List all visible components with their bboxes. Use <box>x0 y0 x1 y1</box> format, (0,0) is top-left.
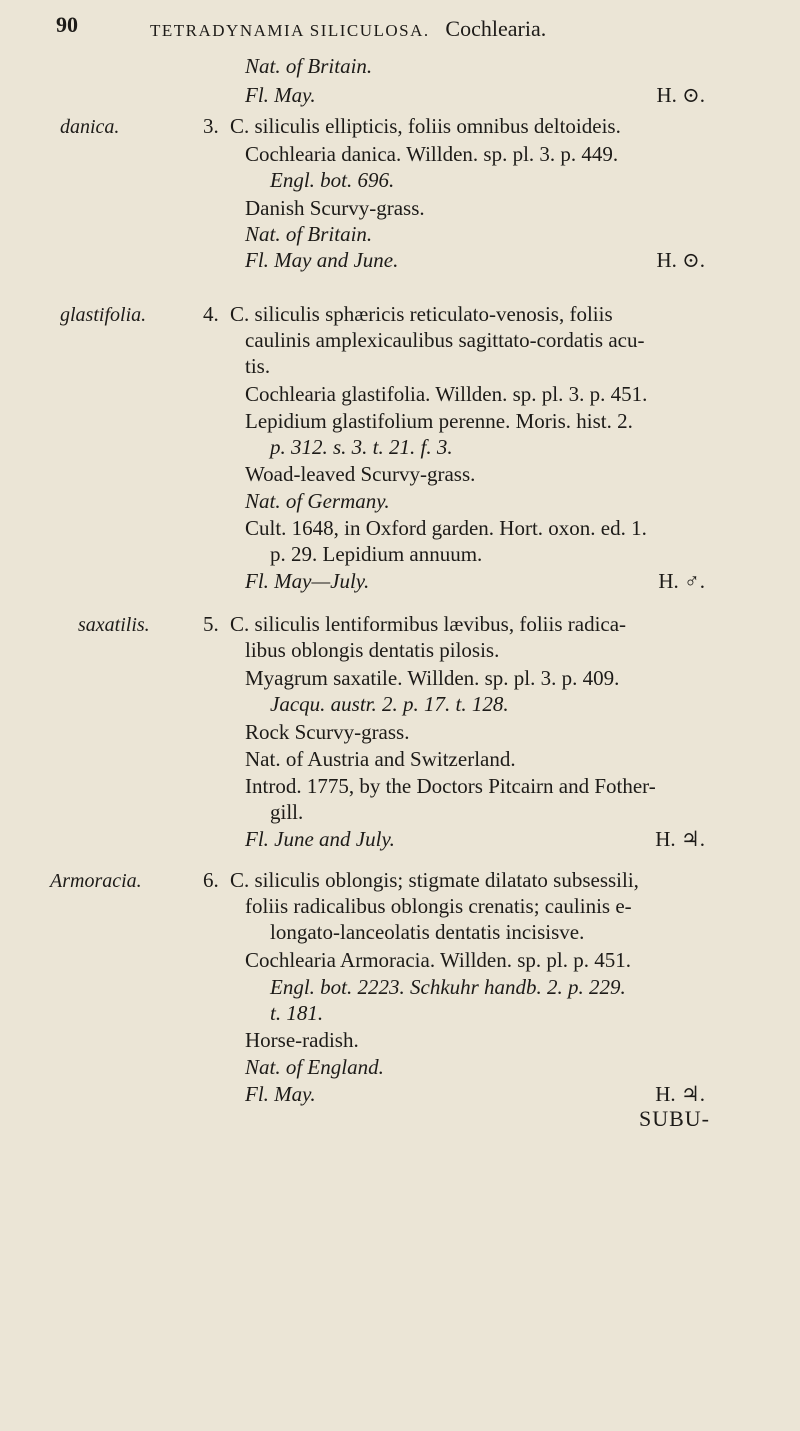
diagnosis-line: C. siliculis sphæricis reticulato-venosis, foliis <box>230 302 613 326</box>
reference-line: Cochlearia Armoracia. Willden. sp. pl. p. 451. <box>245 948 632 972</box>
habit-symbol: H. ♂. <box>658 569 705 593</box>
running-title-class: TETRADYNAMIA SILICULOSA. <box>150 21 430 40</box>
reference-line: t. 181. <box>270 1001 324 1025</box>
margin-name: Armoracia. <box>50 870 142 892</box>
habit-symbol: H. ♃. <box>655 827 705 851</box>
native-line: Nat. of England. <box>245 1055 384 1079</box>
common-name: Woad-leaved Scurvy-grass. <box>245 462 476 486</box>
common-name: Danish Scurvy-grass. <box>245 196 425 220</box>
diagnosis-line: longato-lanceolatis dentatis incisisve. <box>270 920 585 944</box>
margin-name: saxatilis. <box>78 614 150 636</box>
reference-line: Cochlearia glastifolia. Willden. sp. pl. 3. p. 451. <box>245 382 648 406</box>
diagnosis-line: C. siliculis oblongis; stigmate dilatato subsessili, <box>230 868 639 892</box>
running-title <box>150 16 546 42</box>
flowering-line: Fl. May and June. <box>245 248 399 272</box>
diagnosis-line: C. siliculis lentiformibus lævibus, foliis radica- <box>230 612 627 636</box>
entry-number: 5. <box>203 612 219 636</box>
entry-number: 6. <box>203 868 219 892</box>
reference-line: Engl. bot. 696. <box>270 168 395 192</box>
flowering-line: Fl. May. <box>245 1082 316 1106</box>
native-line: Nat. of Austria and Switzerland. <box>245 747 516 771</box>
diagnosis-line: tis. <box>245 354 271 378</box>
margin-name: glastifolia. <box>60 304 147 326</box>
catchword: SUBU- <box>638 1106 710 1131</box>
flowering-line: Fl. May—July. <box>245 569 370 593</box>
cultivation-line: Cult. 1648, in Oxford garden. Hort. oxon. ed. 1. <box>245 516 647 540</box>
diagnosis-line: foliis radicalibus oblongis crenatis; caulinis e- <box>245 894 632 918</box>
entry-number: 4. <box>203 302 219 326</box>
habit-symbol: H. ♃. <box>655 1082 705 1106</box>
reference-line: Jacqu. austr. 2. p. 17. t. 128. <box>270 692 509 716</box>
intro-native: Nat. of Britain. <box>245 54 373 78</box>
page-header <box>0 8 800 48</box>
diagnosis-line: libus oblongis dentatis pilosis. <box>245 638 500 662</box>
cultivation-line: p. 29. Lepidium annuum. <box>270 542 483 566</box>
native-line: Nat. of Germany. <box>245 489 390 513</box>
reference-line: Engl. bot. 2223. Schkuhr handb. 2. p. 229. <box>270 975 626 999</box>
reference-line: Cochlearia danica. Willden. sp. pl. 3. p. 449. <box>245 142 619 166</box>
margin-name: danica. <box>60 116 120 138</box>
reference-line: Myagrum saxatile. Willden. sp. pl. 3. p. 409. <box>245 666 620 690</box>
reference-line: p. 312. s. 3. t. 21. f. 3. <box>270 435 453 459</box>
native-line: Nat. of Britain. <box>245 222 373 246</box>
page-number: 90 <box>56 12 78 37</box>
common-name: Rock Scurvy-grass. <box>245 720 410 744</box>
diagnosis-line: caulinis amplexicaulibus sagittato-cordatis acu- <box>245 328 645 352</box>
running-title-genus: Cochlearia. <box>445 16 547 41</box>
common-name: Horse-radish. <box>245 1028 359 1052</box>
intro-habit: H. ⊙. <box>656 83 705 107</box>
diagnosis-line: C. siliculis ellipticis, foliis omnibus deltoideis. <box>230 114 621 138</box>
habit-symbol: H. ⊙. <box>656 248 705 272</box>
introduction-line: Introd. 1775, by the Doctors Pitcairn and Fother- <box>245 774 656 798</box>
entry-number: 3. <box>203 114 219 138</box>
flowering-line: Fl. June and July. <box>245 827 395 851</box>
introduction-line: gill. <box>270 800 304 824</box>
reference-line: Lepidium glastifolium perenne. Moris. hist. 2. <box>245 409 633 433</box>
intro-flowering: Fl. May. <box>245 83 316 107</box>
